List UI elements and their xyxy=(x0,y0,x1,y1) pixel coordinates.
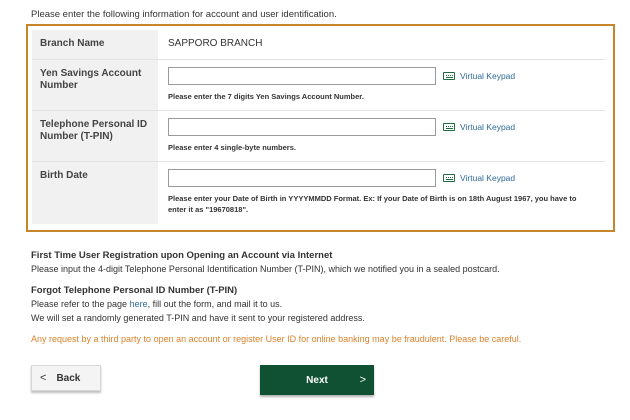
tpin-cell xyxy=(158,110,605,161)
keyboard-icon xyxy=(443,72,455,80)
next-button[interactable] xyxy=(260,365,374,395)
virtual-keypad-label: Virtual Keypad xyxy=(460,121,516,132)
birth-date-cell xyxy=(158,161,605,224)
chevron-left-icon: < xyxy=(40,372,47,384)
birth-date-virtual-keypad-link[interactable] xyxy=(443,173,515,183)
keyboard-icon xyxy=(443,174,455,182)
birth-date-label: Birth Date xyxy=(32,161,158,224)
forgot-tpin-title: Forgot Telephone Personal ID Number (T-PIN) xyxy=(31,285,238,296)
back-button[interactable] xyxy=(31,365,101,391)
birth-date-input-line xyxy=(168,169,595,187)
virtual-keypad-label: Virtual Keypad xyxy=(460,70,516,81)
form-table xyxy=(32,30,605,224)
form-row-birth-date xyxy=(32,161,605,224)
virtual-keypad-label: Virtual Keypad xyxy=(460,172,516,183)
branch-name-value: SAPPORO BRANCH xyxy=(158,30,605,59)
tpin-hint: Please enter 4 single-byte numbers. xyxy=(168,142,296,152)
forgot-tpin-here-link[interactable]: here xyxy=(129,299,148,309)
tpin-input-line xyxy=(168,118,595,136)
first-time-title: First Time User Registration upon Opening an Account via Internet xyxy=(31,250,333,261)
keyboard-icon xyxy=(443,123,455,131)
branch-name-label: Branch Name xyxy=(32,30,158,59)
birth-date-input[interactable] xyxy=(168,169,436,187)
form-row-account xyxy=(32,59,605,110)
forgot-text-after-link: , fill out the form, and mail it to us. xyxy=(147,299,283,309)
forgot-text-before-link: Please refer to the page xyxy=(31,299,130,309)
account-input-line xyxy=(168,67,595,85)
next-button-label: Next xyxy=(306,374,328,386)
first-time-text: Please input the 4-digit Telephone Personal Identification Number (T-PIN), which we notified you in a sealed postcard. xyxy=(31,264,500,274)
account-number-cell xyxy=(158,59,605,110)
tpin-label: Telephone Personal ID Number (T-PIN) xyxy=(32,110,158,161)
tpin-virtual-keypad-link[interactable] xyxy=(443,122,515,132)
form-row-tpin xyxy=(32,110,605,161)
tpin-input[interactable] xyxy=(168,118,436,136)
forgot-tpin-text-line2: We will set a randomly generated T-PIN and have it sent to your registered address. xyxy=(31,313,365,323)
chevron-right-icon: > xyxy=(359,374,366,386)
identification-form xyxy=(26,24,615,232)
account-virtual-keypad-link[interactable] xyxy=(443,71,515,81)
forgot-tpin-text xyxy=(31,299,282,309)
fraud-warning: Any request by a third party to open an account or register User ID for online banking may be fraudulent. Please be careful. xyxy=(31,334,522,344)
account-number-input[interactable] xyxy=(168,67,436,85)
account-number-hint: Please enter the 7 digits Yen Savings Account Number. xyxy=(168,91,364,101)
form-row-branch xyxy=(32,30,605,59)
account-number-label: Yen Savings Account Number xyxy=(32,59,158,110)
back-button-label: Back xyxy=(56,372,81,384)
birth-date-hint: Please enter your Date of Birth in YYYYMMDD Format. Ex: If your Date of Birth is on 18th August 1967, you have to enter it as "19670818". xyxy=(168,193,577,214)
intro-text: Please enter the following information for account and user identification. xyxy=(31,9,337,20)
